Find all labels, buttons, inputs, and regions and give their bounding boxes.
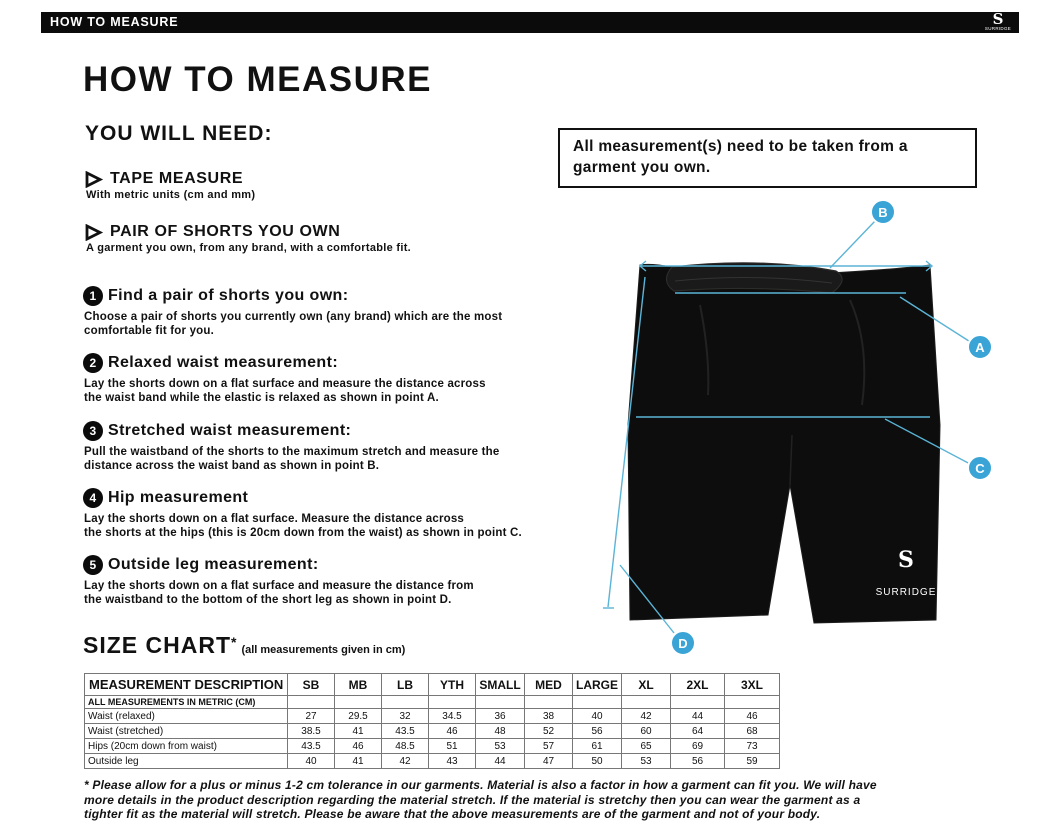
table-cell: 43.5 [288,739,335,754]
column-header-size: LB [382,674,429,696]
need-item-label: PAIR OF SHORTS YOU OWN [110,223,341,240]
table-cell: 40 [288,754,335,769]
table-cell: 60 [622,724,671,739]
marker-label: B [878,205,888,220]
step-title: Stretched waist measurement: [108,422,352,439]
notice-box: All measurement(s) need to be taken from a garment you own. [558,128,977,188]
table-cell: 38.5 [288,724,335,739]
step-title: Hip measurement [108,489,249,506]
marker-label: A [975,340,985,355]
table-cell: 27 [288,709,335,724]
table-cell: 42 [382,754,429,769]
marker-label: C [975,461,985,476]
marker-a [968,335,992,359]
size-chart-header-row [85,674,780,696]
table-cell: 68 [725,724,780,739]
marker-d [671,631,695,655]
table-cell: 69 [671,739,725,754]
table-cell: 57 [525,739,573,754]
size-chart-note: (all measurements given in cm) [241,644,406,656]
row-label: Waist (relaxed) [85,709,288,724]
size-chart-heading [83,632,405,659]
size-chart-title: SIZE CHART [83,632,231,658]
row-label: Waist (stretched) [85,724,288,739]
disclaimer-line: * Please allow for a plus or minus 1-2 cm tolerance in our garments. Material is also a factor in how a garment can fit you. We will have [84,778,877,792]
column-header-size: YTH [429,674,476,696]
step-2 [83,353,613,405]
table-row [85,724,780,739]
page-title: HOW TO MEASURE [83,60,432,99]
table-cell: 59 [725,754,780,769]
table-cell: 46 [335,739,382,754]
table-cell: 34.5 [429,709,476,724]
marker-c [968,456,992,480]
row-label: Outside leg [85,754,288,769]
table-cell: 41 [335,754,382,769]
step-text-line: Lay the shorts down on a flat surface and measure the distance across [84,378,486,390]
step-number-badge: 3 [83,421,103,441]
step-title: Outside leg measurement: [108,556,319,573]
size-chart-table [84,673,780,769]
header-bar-title: HOW TO MEASURE [50,15,179,29]
table-cell: 64 [671,724,725,739]
size-chart-subheader-row [85,696,780,709]
leader-b [830,220,876,268]
shorts-body [628,264,940,623]
table-row [85,709,780,724]
table-cell: 56 [573,724,622,739]
step-text-line: Pull the waistband of the shorts to the maximum stretch and measure the [84,446,500,458]
subheader-label: ALL MEASUREMENTS IN METRIC (CM) [85,696,288,709]
need-item-desc: With metric units (cm and mm) [86,189,256,201]
step-text-line: Lay the shorts down on a flat surface. Measure the distance across [84,513,465,525]
need-item-tape-measure [84,170,255,201]
column-header-description: MEASUREMENT DESCRIPTION [85,674,288,696]
table-cell: 44 [671,709,725,724]
need-item-label: TAPE MEASURE [110,170,244,187]
step-3 [83,421,613,473]
table-cell: 32 [382,709,429,724]
step-1 [83,286,613,338]
step-5 [83,555,613,607]
table-cell: 29.5 [335,709,382,724]
table-cell: 48 [476,724,525,739]
disclaimer-line: more details in the product description regarding the material stretch. If the material is stretchy then you can wear the garment as a [84,792,861,807]
table-cell: 53 [476,739,525,754]
brand-logo-letter: S [992,10,1004,28]
table-cell: 73 [725,739,780,754]
size-chart-star: * [231,634,238,650]
shorts-diagram [600,195,1020,660]
table-cell: 48.5 [382,739,429,754]
column-header-size: SB [288,674,335,696]
you-will-need-heading: YOU WILL NEED: [85,122,273,145]
header-bar [41,12,1019,33]
table-cell: 47 [525,754,573,769]
table-cell: 43.5 [382,724,429,739]
table-cell: 52 [525,724,573,739]
step-text-line: the waist band while the elastic is relaxed as shown in point A. [84,392,439,404]
table-cell: 46 [725,709,780,724]
table-cell: 40 [573,709,622,724]
table-cell: 53 [622,754,671,769]
step-text-line: Choose a pair of shorts you currently own (any brand) which are the most [84,311,503,323]
play-arrow-icon [84,171,104,188]
column-header-size: MB [335,674,382,696]
column-header-size: MED [525,674,573,696]
step-title: Relaxed waist measurement: [108,354,339,371]
marker-label: D [678,636,688,651]
table-cell: 43 [429,754,476,769]
step-text-line: distance across the waist band as shown in point B. [84,460,380,472]
step-text-line: the waistband to the bottom of the short leg as shown in point D. [84,594,452,606]
table-row [85,739,780,754]
need-item-shorts [84,223,411,254]
column-header-size: 2XL [671,674,725,696]
column-header-size: 3XL [725,674,780,696]
step-text-line: comfortable fit for you. [84,325,215,337]
column-header-size: XL [622,674,671,696]
need-item-desc: A garment you own, from any brand, with a comfortable fit. [86,242,412,254]
brand-logo-name: SURRIDGE [984,26,1012,31]
table-cell: 61 [573,739,622,754]
table-cell: 65 [622,739,671,754]
table-cell: 36 [476,709,525,724]
disclaimer-line: tighter fit as the material will stretch. Please be aware that the above measurements are of the garment and not of your body. [84,807,821,821]
row-label: Hips (20cm down from waist) [85,739,288,754]
table-cell: 50 [573,754,622,769]
step-text-line: the shorts at the hips (this is 20cm down from the waist) as shown in point C. [84,527,522,539]
table-cell: 41 [335,724,382,739]
table-cell: 44 [476,754,525,769]
shorts-logo-letter: S [898,547,914,573]
marker-b [871,200,895,224]
step-4 [83,488,613,540]
shorts-logo-name: SURRIDGE [875,587,937,598]
table-cell: 51 [429,739,476,754]
table-cell: 42 [622,709,671,724]
step-text-line: Lay the shorts down on a flat surface and measure the distance from [84,580,474,592]
column-header-size: LARGE [573,674,622,696]
step-number-badge: 4 [83,488,103,508]
play-arrow-icon [84,224,104,241]
step-number-badge: 2 [83,353,103,373]
table-cell: 56 [671,754,725,769]
table-row [85,754,780,769]
brand-logo [981,10,1015,32]
step-number-badge: 5 [83,555,103,575]
table-cell: 46 [429,724,476,739]
disclaimer [84,778,1014,822]
step-title: Find a pair of shorts you own: [108,287,349,304]
step-number-badge: 1 [83,286,103,306]
table-cell: 38 [525,709,573,724]
column-header-size: SMALL [476,674,525,696]
